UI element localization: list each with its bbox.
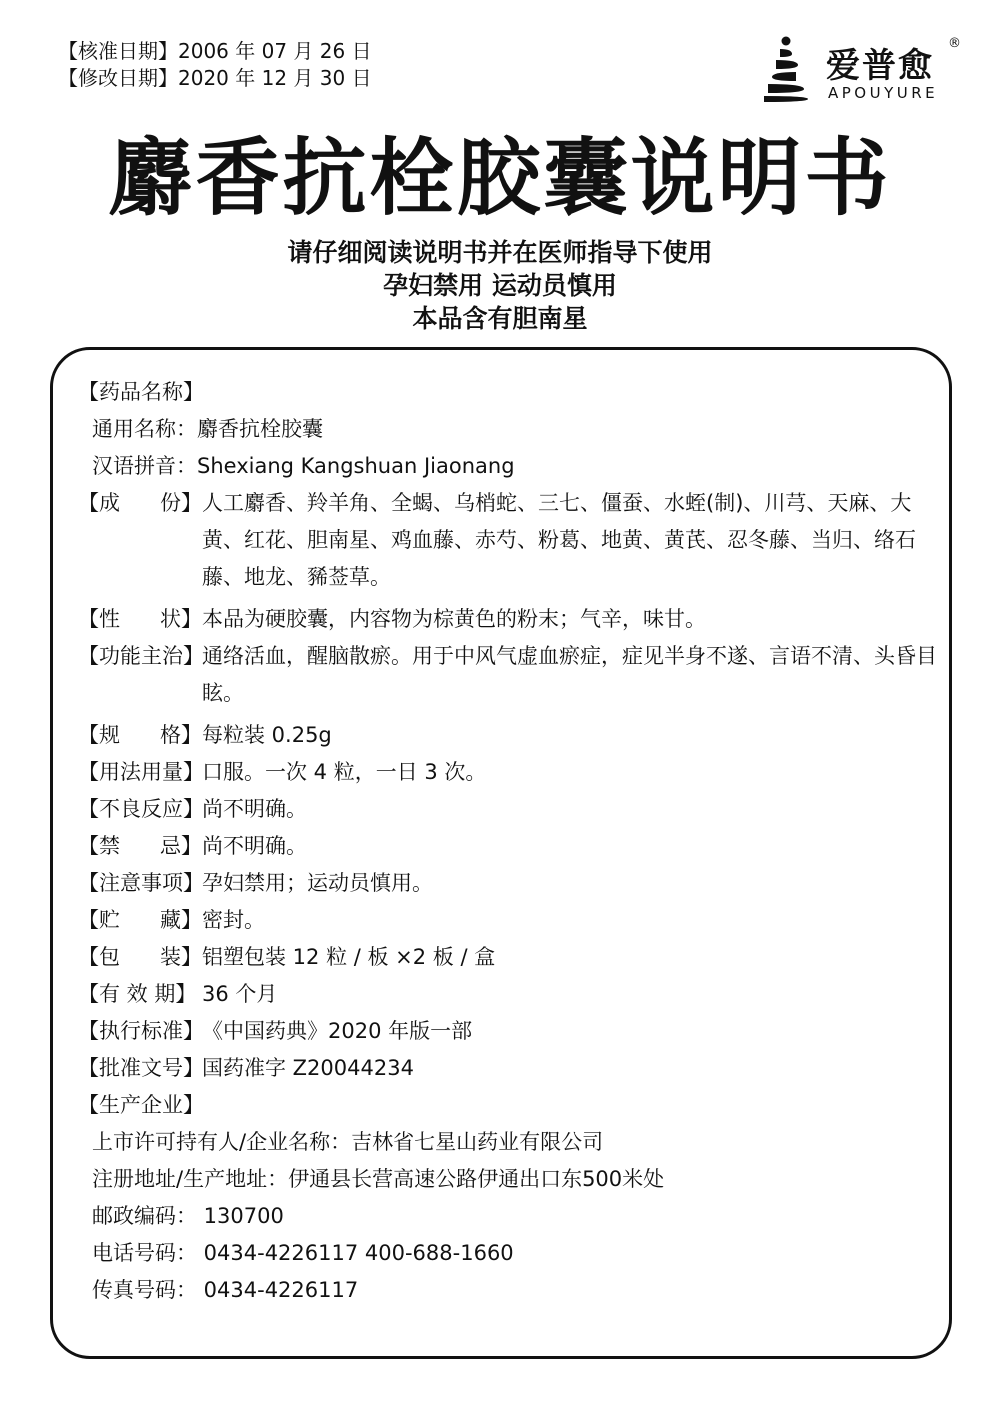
manufacturer-company: 上市许可持有人/企业名称：吉林省七星山药业有限公司	[92, 1130, 604, 1154]
ingredients-label: 【成 份】	[78, 491, 202, 515]
description-value: 本品为硬胶囊，内容物为棕黄色的粉末；气辛，味甘。	[202, 607, 706, 631]
manufacturer-postcode: 邮政编码： 130700	[92, 1204, 284, 1228]
standard-row	[78, 1017, 938, 1045]
manufacturer-fax: 传真号码： 0434-4226117	[92, 1278, 359, 1302]
precautions-label: 【注意事项】	[78, 871, 204, 895]
generic-name: 通用名称：麝香抗栓胶囊	[92, 417, 323, 441]
precautions-row	[78, 869, 938, 897]
approval-date: 【核准日期】2006 年 07 月 26 日	[58, 39, 372, 63]
specification-value: 每粒装 0.25g	[202, 723, 332, 747]
revision-date: 【修改日期】2020 年 12 月 30 日	[58, 66, 372, 90]
adverse-value: 尚不明确。	[202, 797, 307, 821]
notice-1: 请仔细阅读说明书并在医师指导下使用	[287, 238, 713, 267]
validity-label: 【有 效 期】	[78, 982, 197, 1006]
dosage-label: 【用法用量】	[78, 760, 204, 784]
notice-2: 孕妇禁用 运动员慎用	[383, 271, 617, 300]
package-label: 【包 装】	[78, 945, 202, 969]
standard-value: 《中国药典》2020 年版一部	[202, 1019, 473, 1043]
indications-value: 通络活血，醒脑散瘀。用于中风气虚血瘀症，症见半身不遂、言语不清、头昏目眩。	[202, 644, 937, 705]
adverse-label: 【不良反应】	[78, 797, 204, 821]
brand-logo-icon	[762, 36, 810, 102]
manufacturer-address: 注册地址/生产地址：伊通县长营高速公路伊通出口东500米处	[92, 1167, 665, 1191]
approval-number-value: 国药准字 Z20044234	[202, 1056, 414, 1080]
storage-value: 密封。	[202, 908, 265, 932]
dosage-value: 口服。一次 4 粒，一日 3 次。	[202, 760, 487, 784]
precautions-value: 孕妇禁用；运动员慎用。	[202, 871, 433, 895]
validity-value: 36 个月	[202, 982, 278, 1006]
dosage-row	[78, 758, 938, 786]
drug-name-header: 【药品名称】	[78, 380, 204, 404]
storage-label: 【贮 藏】	[78, 908, 202, 932]
approval-dates	[58, 38, 372, 92]
validity-row	[78, 980, 938, 1008]
adverse-row	[78, 795, 938, 823]
contraindications-value: 尚不明确。	[202, 834, 307, 858]
description-row	[78, 605, 938, 633]
manufacturer-header: 【生产企业】	[78, 1093, 204, 1117]
indications-row	[78, 642, 938, 712]
description-label: 【性 状】	[78, 607, 202, 631]
indications-label: 【功能主治】	[78, 644, 204, 668]
pinyin-name: 汉语拼音：Shexiang Kangshuan Jiaonang	[92, 454, 515, 478]
approval-number-row	[78, 1054, 938, 1082]
brand-english: APOUYURE	[828, 84, 939, 102]
contraindications-row	[78, 832, 938, 860]
ingredients-value: 人工麝香、羚羊角、全蝎、乌梢蛇、三七、僵蚕、水蛭(制)、川芎、天麻、大黄、红花、胆南星、鸡血藤、赤芍、粉葛、地黄、黄芪、忍冬藤、当归、络石藤、地龙、豨莶草。	[202, 491, 916, 589]
specification-label: 【规 格】	[78, 723, 202, 747]
registered-mark: ®	[948, 36, 961, 51]
specification-row	[78, 721, 938, 749]
contraindications-label: 【禁 忌】	[78, 834, 202, 858]
standard-label: 【执行标准】	[78, 1019, 204, 1043]
package-value: 铝塑包装 12 粒 / 板 ×2 板 / 盒	[202, 945, 496, 969]
storage-row	[78, 906, 938, 934]
ingredients-row	[78, 489, 938, 596]
brand-logo	[762, 36, 962, 106]
manufacturer-phone: 电话号码： 0434-4226117 400-688-1660	[92, 1241, 514, 1265]
approval-number-label: 【批准文号】	[78, 1056, 204, 1080]
page-title: 麝香抗栓胶囊说明书	[108, 129, 892, 227]
package-row	[78, 943, 938, 971]
notice-3: 本品含有胆南星	[412, 304, 588, 333]
instructions-body	[78, 378, 938, 1313]
brand-name: 爱普愈	[826, 46, 934, 86]
